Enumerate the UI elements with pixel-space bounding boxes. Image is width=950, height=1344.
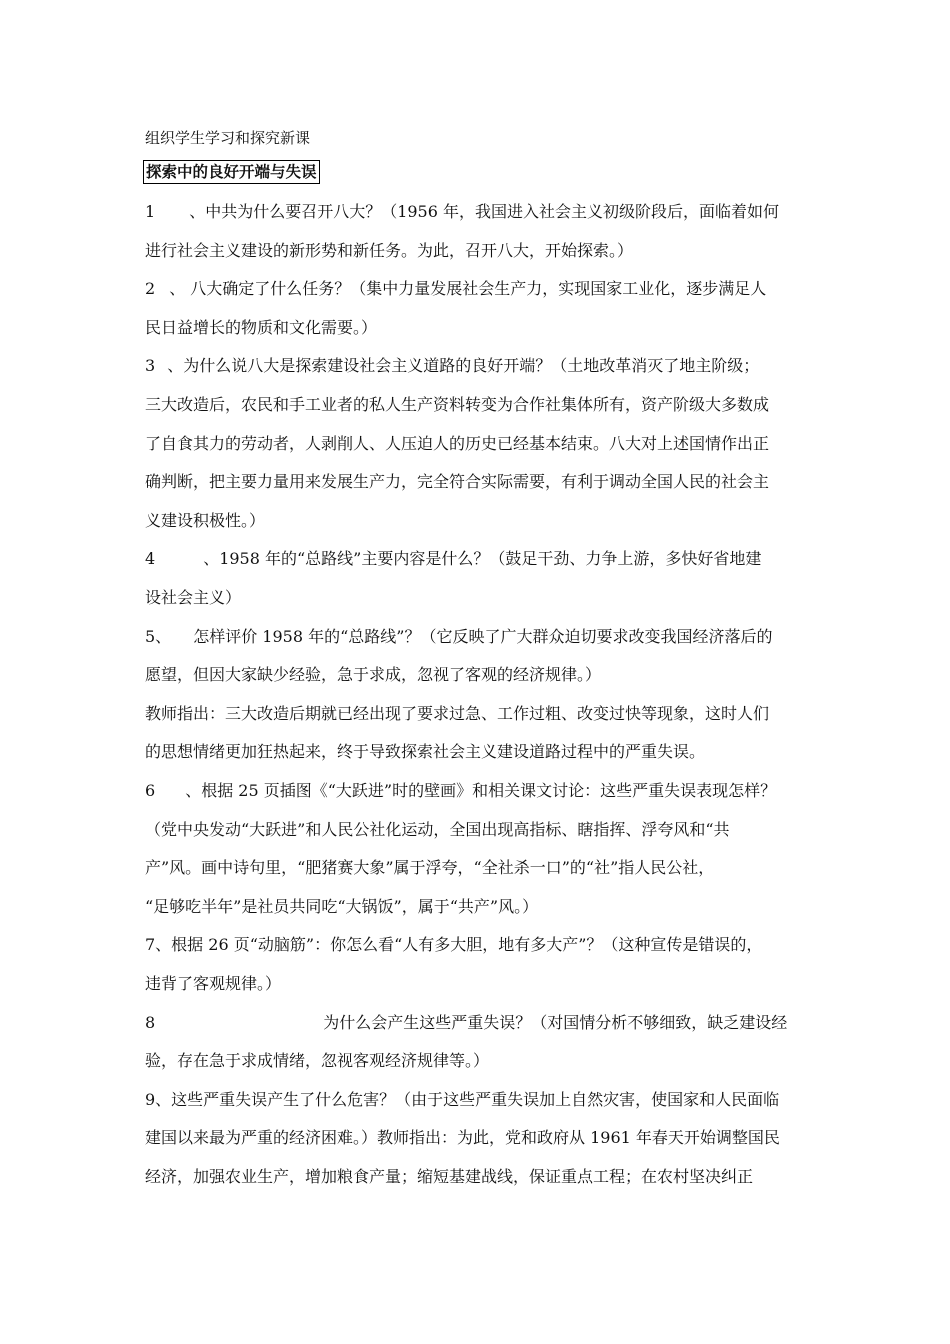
body-line xyxy=(145,279,825,299)
section-heading: 探索中的良好开端与失误 xyxy=(143,160,320,184)
line-text: 的思想情绪更加狂热起来，终于导致探索社会主义建设道路过程中的严重失误。 xyxy=(145,742,706,761)
line-text: 教师指出：三大改造后期就已经出现了要求过急、工作过粗、改变过快等现象，这时人们 xyxy=(145,704,770,723)
line-text: 设社会主义） xyxy=(145,588,242,607)
line-text: 、中共为什么要召开八大？（1956 年，我国进入社会主义初级阶段后，面临着如何 xyxy=(189,202,779,221)
body-line xyxy=(145,1013,825,1033)
line-text: 9、这些严重失误产生了什么危害？（由于这些严重失误加上自然灾害，使国家和人民面临 xyxy=(145,1090,780,1109)
body-line xyxy=(145,627,825,647)
line-text: 怎样评价 1958 年的“总路线”？（它反映了广大群众迫切要求改变我国经济落后的 xyxy=(193,627,773,646)
body-line xyxy=(145,897,825,917)
body-line xyxy=(145,241,825,261)
line-text: （党中央发动“大跃进”和人民公社化运动，全国出现高指标、瞎指挥、浮夸风和“共 xyxy=(145,820,730,839)
line-text: 、 八大确定了什么任务？（集中力量发展社会生产力，实现国家工业化，逐步满足人 xyxy=(169,279,767,298)
body-line xyxy=(145,434,825,454)
item-number: 3 xyxy=(145,356,156,375)
line-text: 为什么会产生这些严重失误？（对国情分析不够细致，缺乏建设经 xyxy=(323,1013,788,1032)
body-line xyxy=(145,1128,825,1148)
line-text: 了自食其力的劳动者，人剥削人、人压迫人的历史已经基本结束。八大对上述国情作出正 xyxy=(145,434,770,453)
item-number: 5、 xyxy=(145,627,172,646)
body-line xyxy=(145,202,825,222)
line-text: 验，存在急于求成情绪，忽视客观经济规律等。） xyxy=(145,1051,490,1070)
line-text: 、根据 25 页插图《“大跃进”时的壁画》和相关课文讨论：这些严重失误表现怎样？ xyxy=(185,781,777,800)
line-text: 进行社会主义建设的新形势和新任务。为此，召开八大，开始探索。） xyxy=(145,241,634,260)
body-line xyxy=(145,395,825,415)
body-line xyxy=(145,318,825,338)
line-text: 7、根据 26 页“动脑筋”：你怎么看“人有多大胆，地有多大产”？（这种宣传是错误的， xyxy=(145,935,763,954)
item-number: 1 xyxy=(145,202,156,221)
body-line xyxy=(145,665,825,685)
line-text: 确判断，把主要力量用来发展生产力，完全符合实际需要，有利于调动全国人民的社会主 xyxy=(145,472,770,491)
body-line xyxy=(145,1167,825,1187)
body-line xyxy=(145,935,825,955)
body-line xyxy=(145,472,825,492)
body-line xyxy=(145,588,825,608)
body-line xyxy=(145,511,825,531)
body-line xyxy=(145,1090,825,1110)
body-line xyxy=(145,356,825,376)
body-line xyxy=(145,974,825,994)
item-number: 2 xyxy=(145,279,156,298)
body-line xyxy=(145,549,825,569)
line-text: “足够吃半年”是社员共同吃“大锅饭”，属于“共产”风。） xyxy=(145,897,539,916)
line-text: 、1958 年的“总路线”主要内容是什么？（鼓足干劲、力争上游，多快好省地建 xyxy=(203,549,762,568)
line-text: 愿望，但因大家缺少经验，急于求成，忽视了客观的经济规律。） xyxy=(145,665,602,684)
line-text: 违背了客观规律。） xyxy=(145,974,282,993)
line-text: 三大改造后，农民和手工业者的私人生产资料转变为合作社集体所有，资产阶级大多数成 xyxy=(145,395,770,414)
line-text: 民日益增长的物质和文化需要。） xyxy=(145,318,378,337)
line-text: 、为什么说八大是探索建设社会主义道路的良好开端？（土地改革消灭了地主阶级； xyxy=(167,356,760,375)
item-number: 8 xyxy=(145,1013,156,1032)
body-line xyxy=(145,704,825,724)
item-number: 6 xyxy=(145,781,156,800)
body-line xyxy=(145,858,825,878)
line-text: 义建设积极性。） xyxy=(145,511,266,530)
line-text: 产”风。画中诗句里，“肥猪赛大象”属于浮夸，“全社杀一口”的“社”指人民公社， xyxy=(145,858,715,877)
body-line xyxy=(145,781,825,801)
line-text: 建国以来最为严重的经济困难。）教师指出：为此，党和政府从 1961 年春天开始调整国民 xyxy=(145,1128,780,1147)
body-line xyxy=(145,1051,825,1071)
body-line xyxy=(145,742,825,762)
item-number: 4 xyxy=(145,549,156,568)
body-line xyxy=(145,820,825,840)
intro-text: 组织学生学习和探究新课 xyxy=(145,129,311,147)
line-text: 经济，加强农业生产，增加粮食产量；缩短基建战线，保证重点工程；在农村坚决纠正 xyxy=(145,1167,754,1186)
